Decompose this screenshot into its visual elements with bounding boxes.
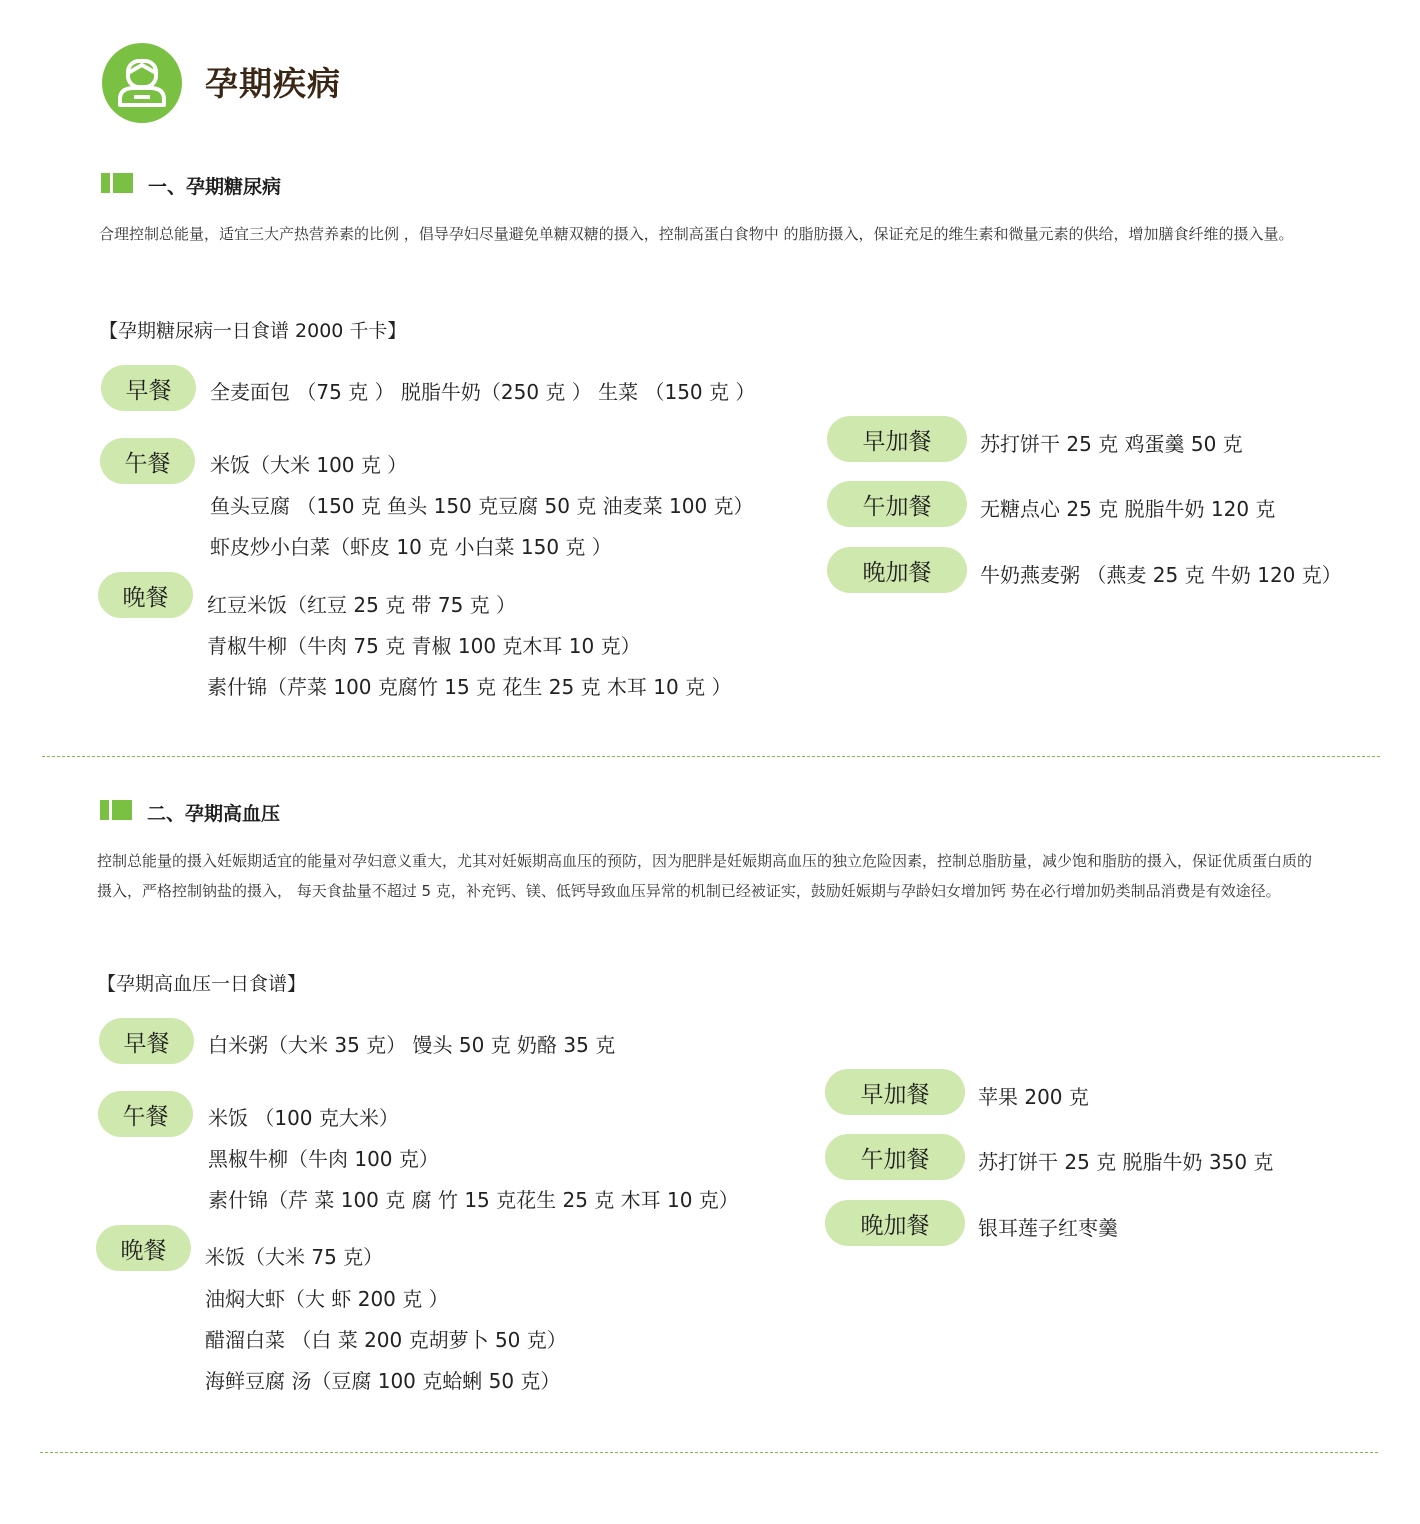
snack-item: 银耳莲子红枣羹 [978, 1216, 1118, 1240]
meal-item: 海鲜豆腐 汤（豆腐 100 克蛤蜊 50 克） [205, 1369, 561, 1393]
snack-item: 苏打饼干 25 克 脱脂牛奶 350 克 [978, 1150, 1274, 1174]
snack-item: 苏打饼干 25 克 鸡蛋羹 50 克 [980, 432, 1243, 456]
section-heading: 一、孕期糖尿病 [148, 176, 282, 198]
meal-item: 青椒牛柳（牛肉 75 克 青椒 100 克木耳 10 克） [207, 634, 641, 658]
meal-label-breakfast: 早餐 [101, 365, 196, 411]
snack-label: 午加餐 [825, 1134, 965, 1180]
menu-title: 【孕期糖尿病一日食谱 2000 千卡】 [99, 320, 407, 342]
meal-label-breakfast: 早餐 [99, 1018, 194, 1064]
snack-item: 苹果 200 克 [978, 1085, 1089, 1109]
meal-label-dinner: 晚餐 [98, 572, 193, 618]
section-marker-icon [100, 800, 132, 820]
meal-item: 虾皮炒小白菜（虾皮 10 克 小白菜 150 克 ） [210, 535, 612, 559]
meal-item: 黑椒牛柳（牛肉 100 克） [208, 1147, 439, 1171]
meal-item: 红豆米饭（红豆 25 克 带 75 克 ） [207, 593, 517, 617]
section-divider [40, 1452, 1378, 1453]
meal-item: 素什锦（芹菜 100 克腐竹 15 克 花生 25 克 木耳 10 克 ） [207, 675, 732, 699]
meal-label-lunch: 午餐 [100, 438, 195, 484]
page-title: 孕期疾病 [205, 64, 341, 103]
section-marker-icon [101, 173, 133, 193]
meal-item: 米饭（大米 75 克） [205, 1245, 384, 1269]
menu-title: 【孕期高血压一日食谱】 [97, 973, 307, 995]
header-avatar [102, 43, 182, 123]
meal-item: 素什锦（芹 菜 100 克 腐 竹 15 克花生 25 克 木耳 10 克） [208, 1188, 739, 1212]
section-divider [42, 756, 1380, 757]
snack-item: 无糖点心 25 克 脱脂牛奶 120 克 [980, 497, 1276, 521]
section-heading: 二、孕期高血压 [147, 803, 281, 825]
person-icon [102, 43, 182, 123]
snack-item: 牛奶燕麦粥 （燕麦 25 克 牛奶 120 克） [980, 563, 1342, 587]
meal-item: 鱼头豆腐 （150 克 鱼头 150 克豆腐 50 克 油麦菜 100 克） [210, 494, 754, 518]
meal-item: 油焖大虾（大 虾 200 克 ） [205, 1287, 449, 1311]
snack-label: 晚加餐 [827, 547, 967, 593]
meal-item: 米饭 （100 克大米） [208, 1106, 399, 1130]
meal-item: 全麦面包 （75 克 ） 脱脂牛奶（250 克 ） 生菜 （150 克 ） [210, 380, 756, 404]
meal-item: 醋溜白菜 （白 菜 200 克胡萝卜 50 克） [205, 1328, 567, 1352]
meal-item: 白米粥（大米 35 克） 馒头 50 克 奶酪 35 克 [208, 1033, 616, 1057]
snack-label: 早加餐 [825, 1069, 965, 1115]
snack-label: 早加餐 [827, 416, 967, 462]
section-paragraph: 合理控制总能量，适宜三大产热营养素的比例 ，倡导孕妇尽量避免单糖双糖的摄入，控制高蛋白食物中 的脂肪摄入，保证充足的维生素和微量元素的供给，增加膳食纤维的摄入量。 [99, 225, 1294, 243]
meal-label-lunch: 午餐 [98, 1091, 193, 1137]
meal-item: 米饭（大米 100 克 ） [210, 453, 408, 477]
snack-label: 晚加餐 [825, 1200, 965, 1246]
snack-label: 午加餐 [827, 481, 967, 527]
meal-label-dinner: 晚餐 [96, 1225, 191, 1271]
section-paragraph: 控制总能量的摄入妊娠期适宜的能量对孕妇意义重大，尤其对妊娠期高血压的预防，因为肥胖是妊娠期高血压的独立危险因素，控制总脂肪量，减少饱和脂肪的摄入，保证优质蛋白质的摄入，严格控制钠盐的摄入， 每天食盐量不超过 5 克，补充钙、镁、低钙导致血压异常的机制已经被证实，鼓励妊娠期与孕龄妇女增加钙 势在必行增加奶类制品消费是有效途径。 [97, 852, 1313, 900]
